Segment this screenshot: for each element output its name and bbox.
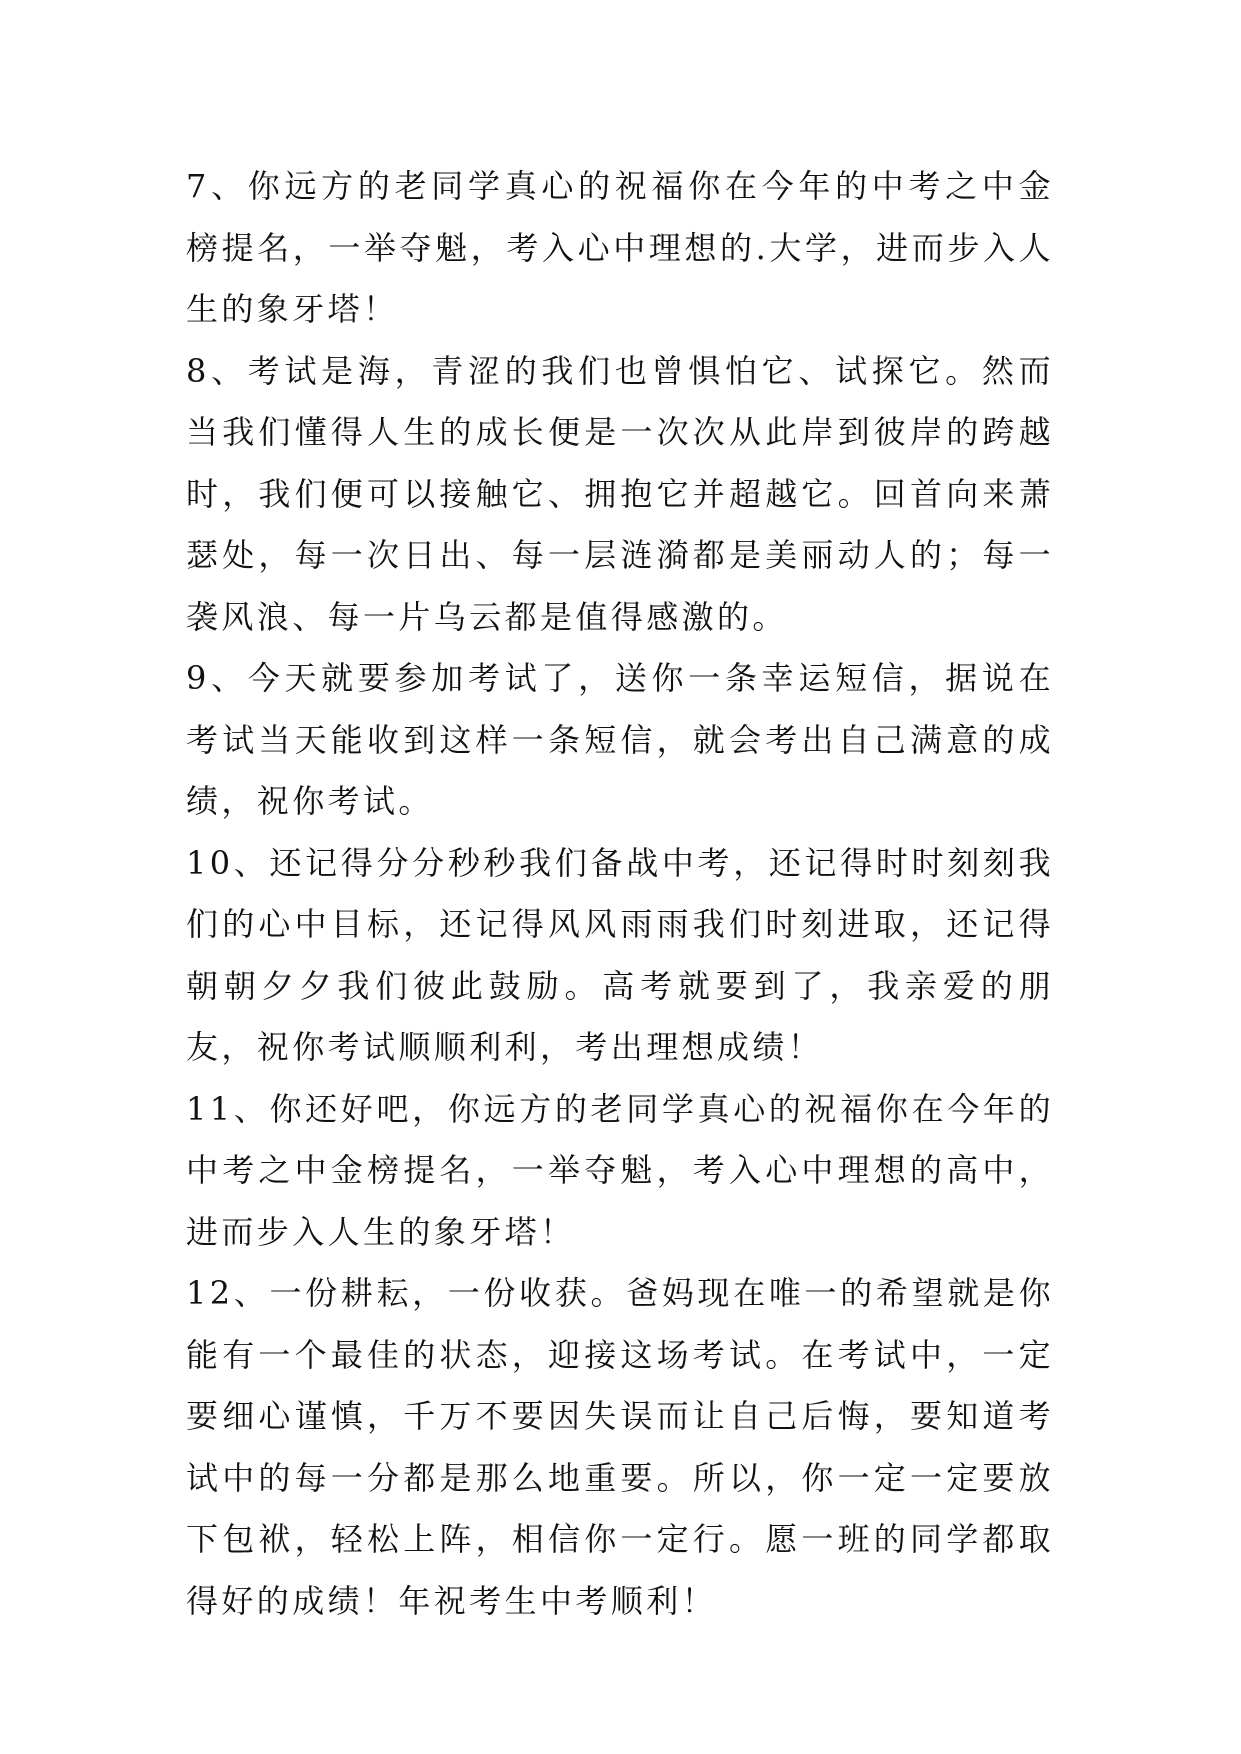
paragraph-10: 10、还记得分分秒秒我们备战中考，还记得时时刻刻我们的心中目标，还记得风风雨雨我们时刻进取，还记得朝朝夕夕我们彼此鼓励。高考就要到了，我亲爱的朋友，祝你考试顺顺利利，考出理想成绩！ <box>186 843 1054 1066</box>
paragraph-8: 8、考试是海，青涩的我们也曾惧怕它、试探它。然而当我们懂得人生的成长便是一次次从此岸到彼岸的跨越时，我们便可以接触它、拥抱它并超越它。回首向来萧瑟处，每一次日出、每一层涟漪都是美丽动人的；每一袭风浪、每一片乌云都是值得感激的。 <box>186 351 1054 636</box>
paragraph-9: 9、今天就要参加考试了，送你一条幸运短信，据说在考试当天能收到这样一条短信，就会考出自己满意的成绩，祝你考试。 <box>186 659 1054 820</box>
paragraph-7: 7、你远方的老同学真心的祝福你在今年的中考之中金榜提名，一举夺魁，考入心中理想的.大学，进而步入人生的象牙塔！ <box>186 167 1054 328</box>
paragraph-11: 11、你还好吧，你远方的老同学真心的祝福你在今年的中考之中金榜提名，一举夺魁，考入心中理想的高中，进而步入人生的象牙塔！ <box>186 1089 1054 1251</box>
document-body <box>186 156 1054 1632</box>
paragraph-12: 12、一份耕耘，一份收获。爸妈现在唯一的希望就是你能有一个最佳的状态，迎接这场考试。在考试中，一定要细心谨慎，千万不要因失误而让自己后悔，要知道考试中的每一分都是那么地重要。所以，你一定一定要放下包袱，轻松上阵，相信你一定行。愿一班的同学都取得好的成绩！年祝考生中考顺利！ <box>186 1274 1054 1620</box>
